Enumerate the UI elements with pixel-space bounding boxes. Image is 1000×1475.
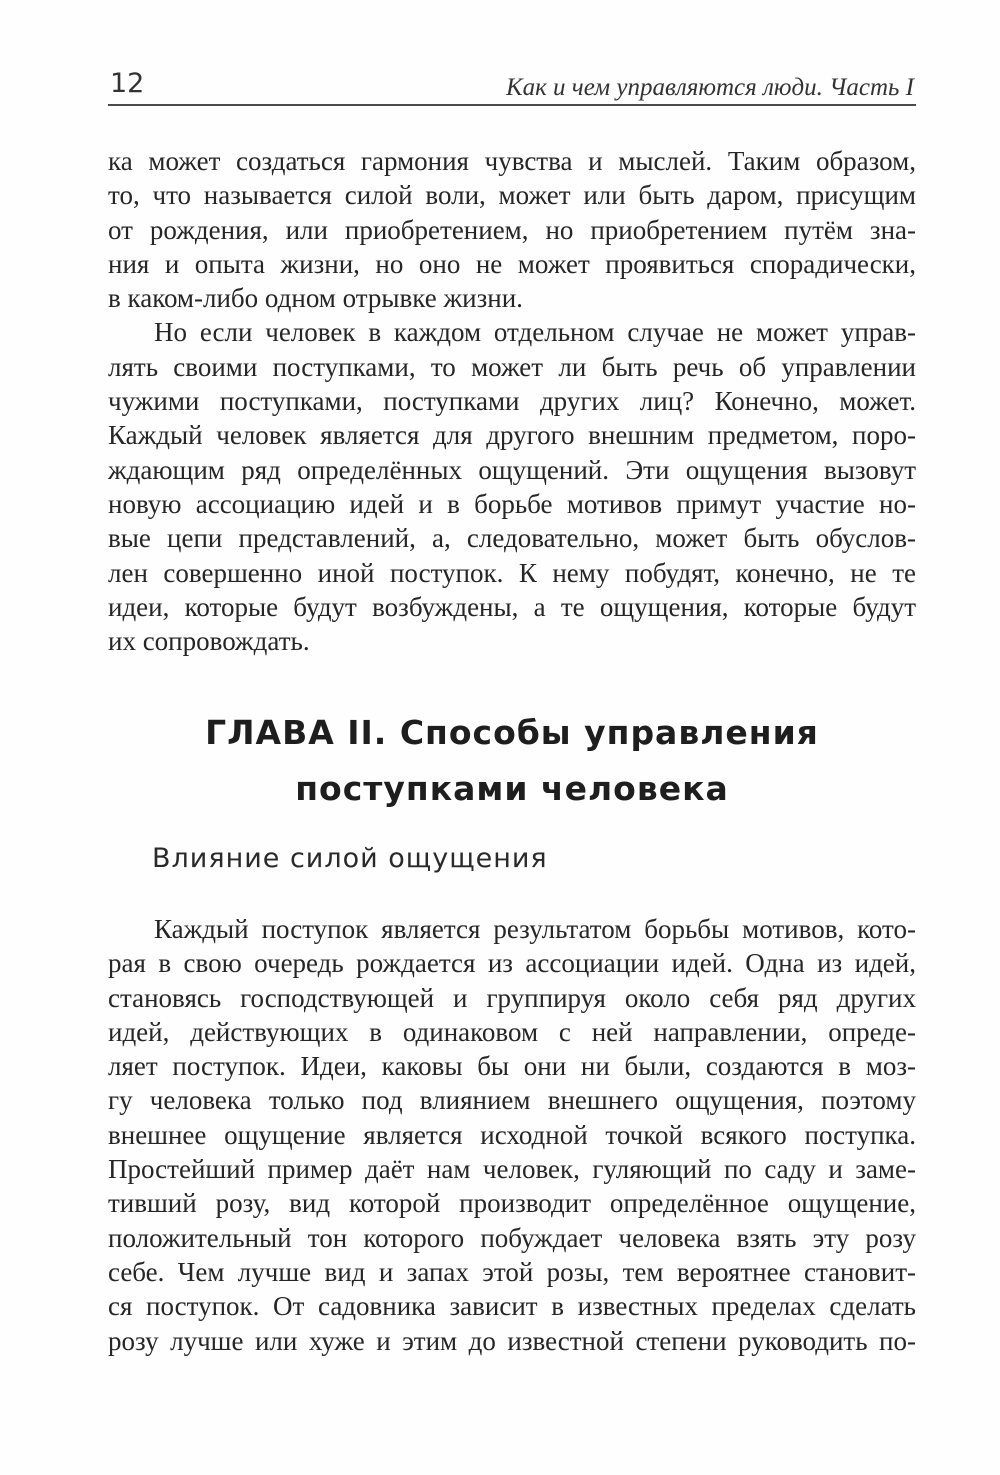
body-text-top bbox=[108, 144, 916, 658]
text-line: в каком-либо одном отрывке жизни. bbox=[108, 283, 523, 314]
text-line: лен совершенно иной поступок. К нему побудят, конечно, не те bbox=[108, 557, 916, 588]
paragraph bbox=[108, 315, 916, 658]
chapter-title-line: ГЛАВА II. Способы управления bbox=[205, 713, 819, 752]
text-line: лять своими поступками, то может ли быть речь об управлении bbox=[108, 351, 916, 382]
text-line: чужими поступками, поступками других лиц? Конечно, может. bbox=[108, 386, 916, 417]
text-line: Но если человек в каждом отдельном случае не может управ- bbox=[154, 317, 916, 348]
text-line: Простейший пример даёт нам человек, гуляющий по саду и заме- bbox=[108, 1154, 916, 1185]
paragraph bbox=[108, 144, 916, 315]
text-line: Каждый поступок является результатом борьбы мотивов, кото- bbox=[154, 914, 916, 944]
text-line: рая в свою очередь рождается из ассоциации идей. Одна из идей, bbox=[108, 948, 916, 979]
text-line: ляет поступок. Идеи, каковы бы они ни были, создаются в моз- bbox=[108, 1051, 916, 1082]
text-line: идей, действующих в одинаковом с ней направлении, опреде- bbox=[108, 1016, 916, 1047]
paragraph bbox=[108, 912, 916, 1358]
running-head bbox=[108, 62, 916, 106]
text-line: тивший розу, вид которой производит определённое ощущение, bbox=[108, 1188, 916, 1219]
chapter-title bbox=[108, 705, 916, 817]
text-line: то, что называется силой воли, может или быть даром, присущим bbox=[108, 180, 916, 211]
text-line: ка может создаться гармония чувства и мыслей. Таким образом, bbox=[108, 146, 916, 176]
text-line: вые цепи представлений, а, следовательно, может быть обуслов- bbox=[108, 523, 916, 554]
chapter-title-line: поступками человека bbox=[295, 769, 729, 808]
text-line: положительный тон которого побуждает человека взять эту розу bbox=[108, 1222, 916, 1253]
text-line: розу лучше или хуже и этим до известной степени руководить по- bbox=[108, 1325, 916, 1356]
text-line: ся поступок. От садовника зависит в известных пределах сделать bbox=[108, 1291, 916, 1322]
section-title: Влияние силой ощущения bbox=[152, 843, 548, 874]
body-text-bottom bbox=[108, 912, 916, 1358]
page-number: 12 bbox=[110, 68, 145, 99]
text-line: их сопровождать. bbox=[108, 626, 310, 657]
text-line: новую ассоциацию идей и в борьбе мотивов примут участие но- bbox=[108, 488, 916, 519]
text-line: гу человека только под влиянием внешнего ощущения, поэтому bbox=[108, 1085, 916, 1116]
text-line: ния и опыта жизни, но оно не может проявиться спорадически, bbox=[108, 248, 916, 279]
text-line: себе. Чем лучше вид и запах этой розы, тем вероятнее становит- bbox=[108, 1256, 916, 1287]
text-line: Каждый человек является для другого внешним предметом, поро- bbox=[108, 420, 916, 451]
running-title: Как и чем управляются люди. Часть I bbox=[505, 74, 914, 101]
text-line: становясь господствующей и группируя около себя ряд других bbox=[108, 982, 916, 1013]
text-line: ждающим ряд определённых ощущений. Эти ощущения вызовут bbox=[108, 454, 916, 485]
text-line: от рождения, или приобретением, но приобретением путём зна- bbox=[108, 214, 916, 245]
text-line: идеи, которые будут возбуждены, а те ощущения, которые будут bbox=[108, 591, 916, 622]
text-line: внешнее ощущение является исходной точкой всякого поступка. bbox=[108, 1119, 916, 1150]
